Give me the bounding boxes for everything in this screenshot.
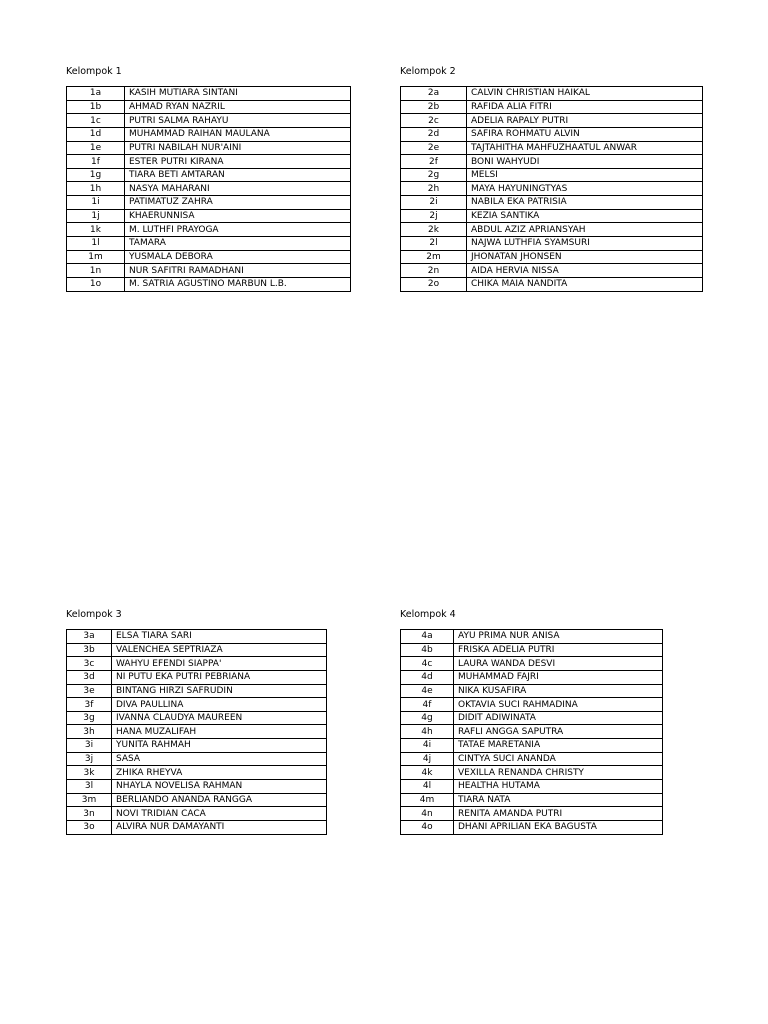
member-name: TAJTAHITHA MAHFUZHAATUL ANWAR <box>467 141 703 155</box>
member-code: 4i <box>401 739 454 753</box>
table-row <box>401 87 703 101</box>
table-row <box>67 739 327 753</box>
table-row <box>67 114 351 128</box>
member-code: 4d <box>401 670 454 684</box>
member-code: 4k <box>401 766 454 780</box>
member-code: 2g <box>401 168 467 182</box>
member-name: AHMAD RYAN NAZRIL <box>125 100 351 114</box>
group-2 <box>400 65 703 292</box>
member-code: 4n <box>401 807 454 821</box>
group-4 <box>400 608 663 835</box>
member-name: KASIH MUTIARA SINTANI <box>125 87 351 101</box>
member-code: 2f <box>401 155 467 169</box>
table-row <box>67 237 351 251</box>
member-code: 3n <box>67 807 112 821</box>
member-name: KEZIA SANTIKA <box>467 209 703 223</box>
table-row <box>67 264 351 278</box>
member-code: 2o <box>401 277 467 291</box>
member-code: 2d <box>401 127 467 141</box>
group-table-body <box>401 630 663 835</box>
member-code: 3e <box>67 684 112 698</box>
member-name: HANA MUZALIFAH <box>112 725 327 739</box>
table-row <box>67 223 351 237</box>
member-code: 4o <box>401 820 454 834</box>
member-code: 3c <box>67 657 112 671</box>
member-name: NAJWA LUTHFIA SYAMSURI <box>467 237 703 251</box>
table-row <box>401 127 703 141</box>
member-name: M. LUTHFI PRAYOGA <box>125 223 351 237</box>
table-row <box>401 684 663 698</box>
member-code: 3h <box>67 725 112 739</box>
table-row <box>401 807 663 821</box>
member-code: 2m <box>401 250 467 264</box>
member-code: 3g <box>67 711 112 725</box>
table-row <box>67 725 327 739</box>
member-name: MAYA HAYUNINGTYAS <box>467 182 703 196</box>
table-row <box>67 155 351 169</box>
group-table <box>66 86 351 292</box>
member-code: 2e <box>401 141 467 155</box>
table-row <box>401 196 703 210</box>
group-table <box>400 629 663 835</box>
member-name: MUHAMMAD RAIHAN MAULANA <box>125 127 351 141</box>
member-name: OKTAVIA SUCI RAHMADINA <box>454 698 663 712</box>
member-name: MUHAMMAD FAJRI <box>454 670 663 684</box>
member-name: TIARA BETI AMTARAN <box>125 168 351 182</box>
member-code: 1k <box>67 223 125 237</box>
member-code: 1n <box>67 264 125 278</box>
member-name: AYU PRIMA NUR ANISA <box>454 630 663 644</box>
table-row <box>401 250 703 264</box>
member-name: VALENCHEA SEPTRIAZA <box>112 643 327 657</box>
table-row <box>67 698 327 712</box>
member-name: NI PUTU EKA PUTRI PEBRIANA <box>112 670 327 684</box>
table-row <box>67 793 327 807</box>
table-row <box>401 209 703 223</box>
member-code: 1d <box>67 127 125 141</box>
table-row <box>67 807 327 821</box>
member-code: 4e <box>401 684 454 698</box>
table-row <box>401 264 703 278</box>
table-row <box>67 780 327 794</box>
member-name: NOVI TRIDIAN CACA <box>112 807 327 821</box>
member-code: 2l <box>401 237 467 251</box>
member-code: 4g <box>401 711 454 725</box>
member-code: 2a <box>401 87 467 101</box>
table-row <box>67 100 351 114</box>
member-code: 1f <box>67 155 125 169</box>
table-row <box>67 643 327 657</box>
member-code: 3l <box>67 780 112 794</box>
member-name: TATAE MARETANIA <box>454 739 663 753</box>
member-code: 3a <box>67 630 112 644</box>
table-row <box>401 223 703 237</box>
table-row <box>401 168 703 182</box>
table-row <box>67 684 327 698</box>
member-name: VEXILLA RENANDA CHRISTY <box>454 766 663 780</box>
group-3 <box>66 608 327 835</box>
member-name: WAHYU EFENDI SIAPPA' <box>112 657 327 671</box>
member-name: CALVIN CHRISTIAN HAIKAL <box>467 87 703 101</box>
table-row <box>401 141 703 155</box>
table-row <box>401 155 703 169</box>
member-code: 4a <box>401 630 454 644</box>
group-title: Kelompok 2 <box>400 66 456 77</box>
member-name: ELSA TIARA SARI <box>112 630 327 644</box>
member-code: 2i <box>401 196 467 210</box>
table-row <box>67 141 351 155</box>
member-code: 1i <box>67 196 125 210</box>
table-row <box>401 820 663 834</box>
group-table <box>400 86 703 292</box>
group-title: Kelompok 1 <box>66 66 122 77</box>
member-name: ESTER PUTRI KIRANA <box>125 155 351 169</box>
member-code: 1b <box>67 100 125 114</box>
member-code: 3b <box>67 643 112 657</box>
table-row <box>67 752 327 766</box>
table-row <box>401 277 703 291</box>
table-row <box>401 711 663 725</box>
member-name: BINTANG HIRZI SAFRUDIN <box>112 684 327 698</box>
member-name: CINTYA SUCI ANANDA <box>454 752 663 766</box>
member-code: 4h <box>401 725 454 739</box>
member-name: DIDIT ADIWINATA <box>454 711 663 725</box>
member-code: 1o <box>67 277 125 291</box>
member-name: SAFIRA ROHMATU ALVIN <box>467 127 703 141</box>
table-row <box>67 670 327 684</box>
table-row <box>67 127 351 141</box>
table-row <box>401 643 663 657</box>
table-row <box>401 657 663 671</box>
member-name: SASA <box>112 752 327 766</box>
table-row <box>401 698 663 712</box>
member-name: IVANNA CLAUDYA MAUREEN <box>112 711 327 725</box>
table-row <box>67 196 351 210</box>
table-row <box>67 209 351 223</box>
member-code: 2c <box>401 114 467 128</box>
member-name: NASYA MAHARANI <box>125 182 351 196</box>
member-name: KHAERUNNISA <box>125 209 351 223</box>
table-row <box>67 657 327 671</box>
member-code: 1g <box>67 168 125 182</box>
table-row <box>401 739 663 753</box>
member-name: FRISKA ADELIA PUTRI <box>454 643 663 657</box>
member-code: 4f <box>401 698 454 712</box>
member-name: NUR SAFITRI RAMADHANI <box>125 264 351 278</box>
member-name: PUTRI SALMA RAHAYU <box>125 114 351 128</box>
table-row <box>401 793 663 807</box>
member-code: 4m <box>401 793 454 807</box>
member-name: DIVA PAULLINA <box>112 698 327 712</box>
member-name: ABDUL AZIZ APRIANSYAH <box>467 223 703 237</box>
member-name: TIARA NATA <box>454 793 663 807</box>
table-row <box>67 766 327 780</box>
member-name: ZHIKA RHEYVA <box>112 766 327 780</box>
group-table-body <box>67 87 351 292</box>
table-row <box>401 780 663 794</box>
table-row <box>401 237 703 251</box>
member-name: HEALTHA HUTAMA <box>454 780 663 794</box>
member-name: ALVIRA NUR DAMAYANTI <box>112 820 327 834</box>
member-code: 3i <box>67 739 112 753</box>
member-code: 2h <box>401 182 467 196</box>
group-1 <box>66 65 351 292</box>
member-name: YUSMALA DEBORA <box>125 250 351 264</box>
group-table-body <box>401 87 703 292</box>
table-row <box>67 87 351 101</box>
group-table-body <box>67 630 327 835</box>
member-name: BONI WAHYUDI <box>467 155 703 169</box>
table-row <box>67 168 351 182</box>
table-row <box>401 725 663 739</box>
table-row <box>401 670 663 684</box>
table-row <box>401 752 663 766</box>
member-code: 1j <box>67 209 125 223</box>
member-code: 2n <box>401 264 467 278</box>
member-code: 3m <box>67 793 112 807</box>
member-name: RENITA AMANDA PUTRI <box>454 807 663 821</box>
member-code: 4l <box>401 780 454 794</box>
member-name: PUTRI NABILAH NUR'AINI <box>125 141 351 155</box>
table-row <box>67 630 327 644</box>
member-name: NIKA KUSAFIRA <box>454 684 663 698</box>
member-code: 3k <box>67 766 112 780</box>
member-code: 2k <box>401 223 467 237</box>
group-title: Kelompok 3 <box>66 609 122 620</box>
member-name: RAFIDA ALIA FITRI <box>467 100 703 114</box>
table-row <box>67 711 327 725</box>
member-code: 3j <box>67 752 112 766</box>
member-name: BERLIANDO ANANDA RANGGA <box>112 793 327 807</box>
member-name: ADELIA RAPALY PUTRI <box>467 114 703 128</box>
member-name: JHONATAN JHONSEN <box>467 250 703 264</box>
table-row <box>401 114 703 128</box>
table-row <box>401 182 703 196</box>
table-row <box>401 766 663 780</box>
member-code: 3o <box>67 820 112 834</box>
member-name: AIDA HERVIA NISSA <box>467 264 703 278</box>
member-name: NABILA EKA PATRISIA <box>467 196 703 210</box>
table-row <box>401 630 663 644</box>
table-row <box>401 100 703 114</box>
member-name: NHAYLA NOVELISA RAHMAN <box>112 780 327 794</box>
member-name: RAFLI ANGGA SAPUTRA <box>454 725 663 739</box>
member-code: 1a <box>67 87 125 101</box>
member-code: 2j <box>401 209 467 223</box>
member-name: TAMARA <box>125 237 351 251</box>
member-code: 4j <box>401 752 454 766</box>
member-name: LAURA WANDA DESVI <box>454 657 663 671</box>
member-code: 3d <box>67 670 112 684</box>
member-code: 1l <box>67 237 125 251</box>
member-code: 1m <box>67 250 125 264</box>
table-row <box>67 250 351 264</box>
member-code: 1e <box>67 141 125 155</box>
member-code: 1h <box>67 182 125 196</box>
member-name: M. SATRIA AGUSTINO MARBUN L.B. <box>125 277 351 291</box>
member-name: CHIKA MAIA NANDITA <box>467 277 703 291</box>
member-code: 3f <box>67 698 112 712</box>
member-code: 2b <box>401 100 467 114</box>
member-name: PATIMATUZ ZAHRA <box>125 196 351 210</box>
member-name: MELSI <box>467 168 703 182</box>
group-table <box>66 629 327 835</box>
table-row <box>67 277 351 291</box>
member-name: DHANI APRILIAN EKA BAGUSTA <box>454 820 663 834</box>
member-code: 1c <box>67 114 125 128</box>
member-code: 4b <box>401 643 454 657</box>
member-code: 4c <box>401 657 454 671</box>
table-row <box>67 182 351 196</box>
member-name: YUNITA RAHMAH <box>112 739 327 753</box>
group-title: Kelompok 4 <box>400 609 456 620</box>
table-row <box>67 820 327 834</box>
